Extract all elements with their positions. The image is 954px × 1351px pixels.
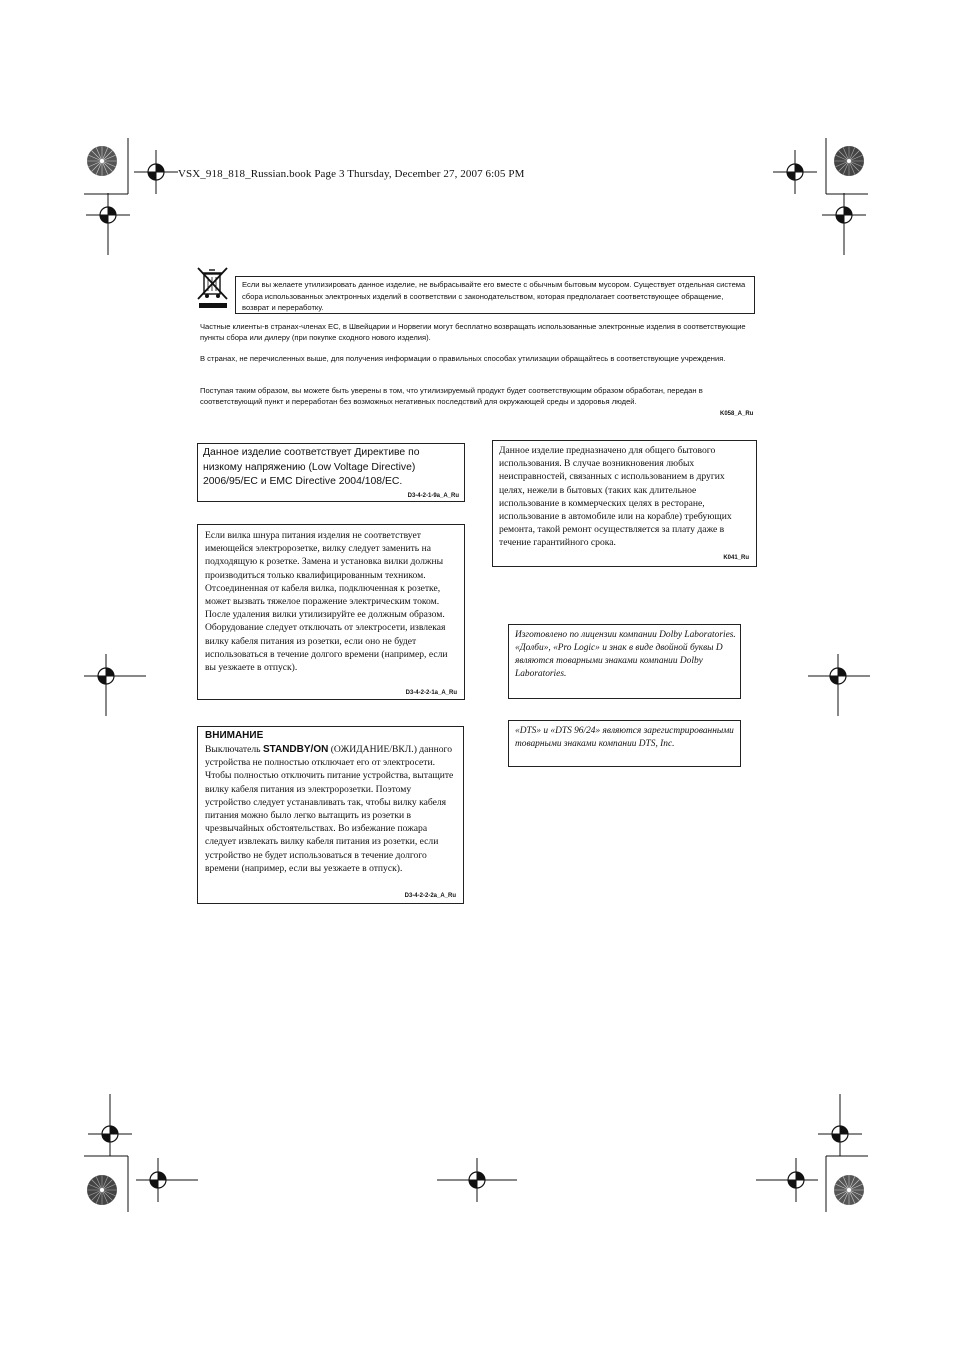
color-wheel-icon: [833, 145, 865, 177]
lvd-text: Данное изделие соответствует Директиве по низкому напряжению (Low Voltage Directive) 2006/95/EC и EMC Directive 2004/108/EC.: [203, 447, 420, 487]
registration-crosshair-icon: [756, 1158, 818, 1202]
registration-crosshair-icon: [822, 193, 866, 255]
lvd-code: D3-4-2-1-9a_A_Ru: [407, 493, 459, 499]
weee-paragraph-eu: Частные клиенты-в странах-членах ЕС, в Швейцарии и Норвегии могут бесплатно возвращать использованные электронные изделия в соответствующие пункты сбора или дилеру (при покупке сходного нового изделия).: [200, 322, 746, 343]
registration-crosshair-icon: [136, 1158, 198, 1202]
caution-lead: Выключатель: [205, 744, 261, 755]
weee-paragraph-result: Поступая таким образом, вы можете быть уверены в том, что утилизируемый продукт будет соответствующим образом обработан, передан в соответствующий пункт и переработан без возможных негативных последствий для окружающей среды и здоровья людей.: [200, 386, 703, 407]
dts-text: «DTS» и «DTS 96/24» являются зарегистрированными товарными знаками компании DTS, Inc.: [515, 726, 734, 749]
registration-crosshair-icon: [437, 1158, 517, 1202]
registration-crosshair-icon: [86, 193, 130, 255]
color-wheel-icon: [86, 1174, 118, 1206]
weee-notice-box: Если вы желаете утилизировать данное изделие, не выбрасывайте его вместе с обычным бытовым мусором. Существует отдельная система сбора использованных электронных изделий в соответствии с законодательством, которая предполагает соответствующее обращение, возврат и переработку.: [235, 276, 755, 314]
dolby-license-line: Изготовлено по лицензии компании Dolby Laboratories.: [515, 630, 736, 640]
registration-crosshair-icon: [84, 654, 146, 716]
caution-code: D3-4-2-2-2a_A_Ru: [404, 893, 456, 899]
book-header: VSX_918_818_Russian.book Page 3 Thursday, December 27, 2007 6:05 PM: [178, 168, 525, 180]
registration-crosshair-icon: [818, 1094, 862, 1156]
standby-on-label: STANDBY/ON: [262, 744, 329, 755]
plug-text: Если вилка шнура питания изделия не соответствует имеющейся электророзетке, вилку следует заменить на подходящую к розетке. Замена и установка вилки должны производиться только квалифицированным техником. Отсоединенная от кабеля вилка, подключенная к розетке, может вызвать тяжелое поражение электрическим током. После удаления вилки утилизируйте ее должным образом. Оборудование следует отключать от электросети, извлекая вилку кабеля питания из розетки, если оно не будет использоваться в течение долгого времени (например, если вы уезжаете в отпуск).: [205, 530, 448, 674]
dolby-trademark-line: «Долби», «Pro Logic» и знак в виде двойной буквы D являются товарными знаками компании Dolby Laboratories.: [515, 643, 723, 679]
weee-paragraph-other: В странах, не перечисленных выше, для получения информации о правильных способах утилизации обращайтесь в соответствующие учреждения.: [200, 354, 726, 363]
household-code: K041_Ru: [723, 555, 749, 561]
caution-title: ВНИМАНИЕ: [205, 730, 264, 741]
caution-text: (ОЖИДАНИЕ/ВКЛ.) данного устройства не полностью отключает его от электросети. Чтобы полностью отключить питание устройства, вытащите вилку кабеля питания из электророзетки. Поэтому устройство следует устанавливать так, чтобы вилку кабеля питания можно было легко вытащить из розетки в чрезвычайных обстоятельствах. Во избежание пожара следует извлекать вилку кабеля питания из розетки, если устройство не будет использоваться в течение долгого времени (например, если вы уезжаете в отпуск).: [205, 744, 454, 874]
registration-crosshair-icon: [134, 150, 178, 194]
color-wheel-icon: [86, 145, 118, 177]
color-wheel-icon: [833, 1174, 865, 1206]
registration-crosshair-icon: [88, 1094, 132, 1156]
household-text: Данное изделие предназначено для общего бытового использования. В случае возникновения любых неисправностей, связанных с использованием в других целях, нежели в бытовых (таких как длительное использование в коммерческих целях в ресторане, использование в автомобиле или на корабле) требующих ремонта, такой ремонт осуществляется за плату даже в течение гарантийного срока.: [499, 445, 732, 549]
registration-crosshair-icon: [808, 654, 870, 716]
registration-crosshair-icon: [773, 150, 817, 194]
plug-code: D3-4-2-2-1a_A_Ru: [405, 690, 457, 696]
weee-code: K058_A_Ru: [720, 411, 754, 417]
